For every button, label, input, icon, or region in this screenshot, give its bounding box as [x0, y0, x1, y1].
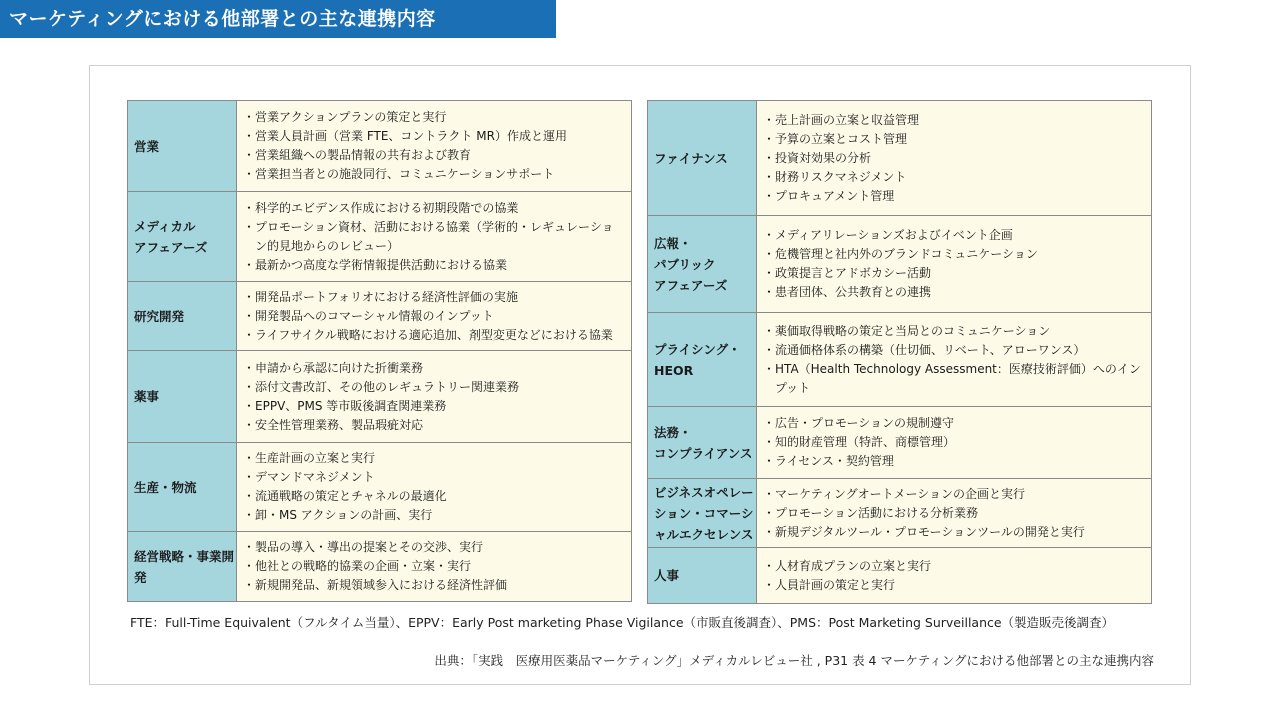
list-item: ・ 投資対効果の分析: [763, 149, 1145, 168]
source-citation: 出典：「実践 医療用医薬品マーケティング」メディカルレビュー社 , P31 表 4 マーケティングにおける他部署との主な連携内容: [434, 653, 1154, 668]
category-label: 人事: [654, 568, 680, 583]
category-cell: [648, 313, 757, 406]
category-cell: [648, 101, 757, 215]
category-label: 生産・物流: [134, 479, 197, 495]
category-cell: [648, 216, 757, 312]
items-cell: [757, 216, 1152, 312]
table-row: [648, 216, 1152, 313]
category-cell: [128, 351, 237, 442]
list-item: ・ 営業組織への製品情報の共有および教育: [243, 146, 625, 165]
footnote: FTE：Full-Time Equivalent（フルタイム当量）、EPPV：Early Post marketing Phase Vigilance（市販直後調査）、PMS：Post Marketing Surveillance（製造販売後調査）: [130, 615, 1115, 630]
list-item: ・ 他社との戦略的協業の企画・立案・実行: [243, 557, 625, 576]
category-cell: [648, 407, 757, 478]
category-cell: [648, 479, 757, 547]
category-cell: [128, 101, 237, 191]
list-item: ・ 営業アクションプランの策定と実行: [243, 108, 625, 127]
category-label: 法務・ コンプライアンス: [654, 424, 753, 461]
items-cell: [237, 443, 632, 531]
list-item: ・ メディアリレーションズおよびイベント企画: [763, 226, 1145, 245]
list-item: ・ 卸・MS アクションの計画、実行: [243, 506, 625, 525]
category-label: ビジネスオペレーション・コマーシャルエクセレンス: [654, 484, 754, 542]
items-cell: [757, 407, 1152, 478]
table-row: [648, 407, 1152, 479]
page-title: マーケティングにおける他部署との主な連携内容: [0, 0, 556, 38]
list-item: ・ 売上計画の立案と収益管理: [763, 111, 1145, 130]
category-cell: [128, 443, 237, 531]
table-row: [128, 351, 632, 443]
category-cell: [128, 192, 237, 281]
category-label: 広報・ パブリック アフェアーズ: [654, 235, 728, 293]
list-item: ・ 営業担当者との施設同行、コミュニケーションサポート: [243, 165, 625, 184]
table-row: [648, 313, 1152, 407]
list-item: ・ 流通戦略の策定とチャネルの最適化: [243, 487, 625, 506]
category-label: 経営戦略・事業開発: [134, 548, 235, 585]
list-item: ・ プロキュアメント管理: [763, 187, 1145, 206]
category-label: プライシング・ HEOR: [654, 341, 741, 378]
items-cell: [237, 532, 632, 601]
list-item: ・ 開発製品へのコマーシャル情報のインプット: [243, 307, 625, 326]
list-item: ・ 広告・プロモーションの規制遵守: [763, 414, 1145, 433]
list-item: ・ 新規デジタルツール・プロモーションツールの開発と実行: [763, 523, 1145, 542]
table-row: [648, 101, 1152, 216]
items-cell: [757, 479, 1152, 547]
category-label: メディカル アフェアーズ: [134, 218, 208, 255]
list-item: ・ 人員計画の策定と実行: [763, 576, 1145, 595]
right-table: [647, 100, 1152, 604]
list-item: ・ 科学的エビデンス作成における初期段階での協業: [243, 199, 625, 218]
list-item: ・ 流通価格体系の構築（仕切価、リベート、アローワンス）: [763, 341, 1145, 360]
list-item: ・ 生産計画の立案と実行: [243, 449, 625, 468]
list-item: ・ 最新かつ高度な学術情報提供活動における協業: [243, 256, 625, 275]
list-item: ・ 申請から承認に向けた折衝業務: [243, 359, 625, 378]
list-item: ・ 患者団体、公共教育との連携: [763, 283, 1145, 302]
list-item: ・ プロモーション資材、活動における協業（学術的・レギュレーション的見地からのレビュー）: [243, 218, 625, 256]
table-row: [128, 443, 632, 532]
list-item: ・ ライフサイクル戦略における適応追加、剤型変更などにおける協業: [243, 326, 625, 345]
list-item: ・ プロモーション活動における分析業務: [763, 504, 1145, 523]
table-row: [128, 192, 632, 282]
category-label: 研究開発: [134, 308, 185, 324]
list-item: ・ マーケティングオートメーションの企画と実行: [763, 485, 1145, 504]
table-row: [648, 548, 1152, 604]
list-item: ・ ライセンス・契約管理: [763, 452, 1145, 471]
items-cell: [757, 313, 1152, 406]
content-panel: [89, 65, 1191, 685]
list-item: ・ 営業人員計画（営業 FTE、コントラクト MR）作成と運用: [243, 127, 625, 146]
items-cell: [757, 101, 1152, 215]
list-item: ・ 新規開発品、新規領域参入における経済性評価: [243, 576, 625, 595]
list-item: ・ 開発品ポートフォリオにおける経済性評価の実施: [243, 288, 625, 307]
list-item: ・ EPPV、PMS 等市販後調査関連業務: [243, 397, 625, 416]
table-row: [128, 532, 632, 602]
category-label: 薬事: [134, 389, 160, 404]
list-item: ・ HTA（Health Technology Assessment：医療技術評価）へのインプット: [763, 360, 1145, 398]
list-item: ・ 危機管理と社内外のブランドコミュニケーション: [763, 245, 1145, 264]
items-cell: [237, 101, 632, 191]
table-row: [128, 282, 632, 351]
list-item: ・ 政策提言とアドボカシー活動: [763, 264, 1145, 283]
category-cell: [128, 282, 237, 350]
list-item: ・ 安全性管理業務、製品瑕疵対応: [243, 416, 625, 435]
table-row: [648, 479, 1152, 548]
category-label: 営業: [134, 138, 160, 154]
list-item: ・ 添付文書改訂、その他のレギュラトリー関連業務: [243, 378, 625, 397]
list-item: ・ 人材育成プランの立案と実行: [763, 557, 1145, 576]
list-item: ・ 製品の導入・導出の提案とその交渉、実行: [243, 538, 625, 557]
list-item: ・ 予算の立案とコスト管理: [763, 130, 1145, 149]
items-cell: [237, 282, 632, 350]
category-label: ファイナンス: [654, 150, 728, 166]
list-item: ・ デマンドマネジメント: [243, 468, 625, 487]
list-item: ・ 知的財産管理（特許、商標管理）: [763, 433, 1145, 452]
items-cell: [237, 192, 632, 281]
list-item: ・ 薬価取得戦略の策定と当局とのコミュニケーション: [763, 322, 1145, 341]
category-cell: [128, 532, 237, 601]
list-item: ・ 財務リスクマネジメント: [763, 168, 1145, 187]
table-row: [128, 101, 632, 192]
category-cell: [648, 548, 757, 603]
items-cell: [237, 351, 632, 442]
items-cell: [757, 548, 1152, 603]
left-table: [127, 100, 632, 602]
